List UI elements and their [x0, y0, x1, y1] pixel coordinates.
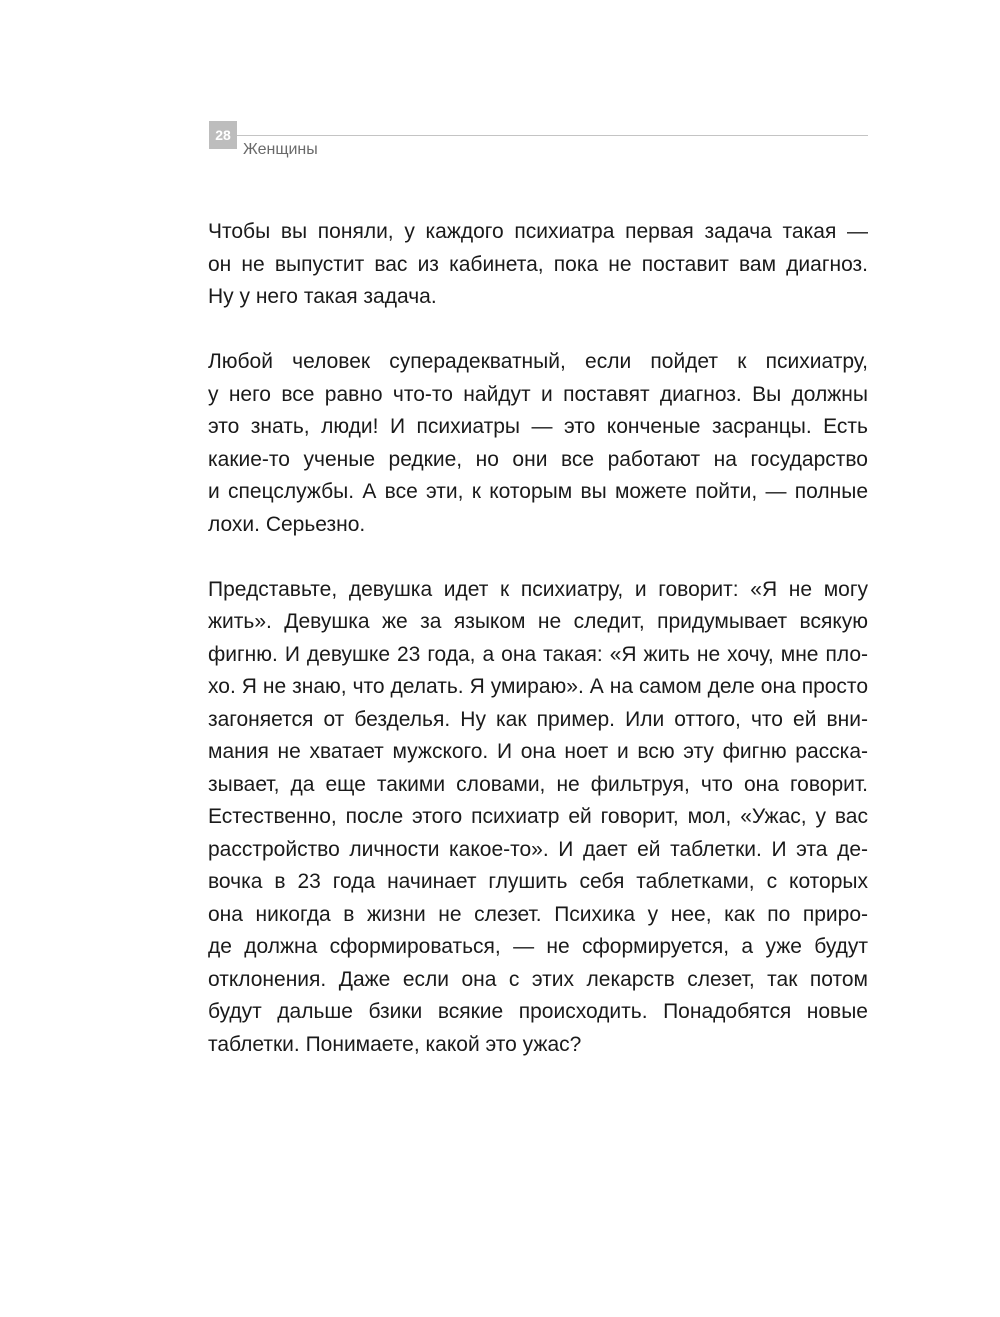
text-line: он не выпустит вас из кабинета, пока не поставит вам диагноз.: [208, 252, 868, 276]
text-line: Представьте, девушка идет к психиатру, и говорит: «Я не могу: [208, 577, 868, 601]
text-line: хо. Я не знаю, что делать. Я умираю». А на самом деле она просто: [208, 675, 868, 698]
running-title: Женщины: [243, 141, 318, 158]
text-line: фигню. И девушке 23 года, а она такая: «Я жить не хочу, мне пло-: [208, 642, 868, 666]
text-line: зывает, да еще такими словами, не фильтруя, что она говорит.: [208, 772, 868, 796]
text-line: это знать, люди! И психиатры — это конченые засранцы. Есть: [208, 415, 868, 438]
text-line: таблетки. Понимаете, какой это ужас?: [208, 1032, 582, 1056]
text-line: Чтобы вы поняли, у каждого психиатра первая задача такая —: [208, 220, 868, 243]
text-line: она никогда в жизни не слезет. Психика у нее, как по приро-: [208, 902, 868, 926]
paragraph-2: [208, 346, 868, 541]
text-line: Любой человек суперадекватный, если пойдет к психиатру,: [208, 350, 868, 373]
text-line: и спецслужбы. А все эти, к которым вы можете пойти, — полные: [208, 480, 868, 503]
text-line: какие-то ученые редкие, но они все работают на государство: [208, 447, 868, 471]
text-line: загоняется от безделья. Ну как пример. Или оттого, что ей вни-: [208, 707, 868, 731]
paragraph-3: [208, 574, 868, 1062]
header-rule: [237, 135, 868, 136]
text-line: жить». Девушка же за языком не следит, придумывает всякую: [208, 610, 868, 633]
text-line: у него все равно что-то найдут и поставят диагноз. Вы должны: [208, 382, 868, 406]
text-line: расстройство личности какое-то». И дает ей таблетки. И эта де-: [208, 837, 868, 861]
body-text: [208, 216, 868, 1094]
text-line: Естественно, после этого психиатр ей говорит, мол, «Ужас, у вас: [208, 805, 868, 828]
text-line: вочка в 23 года начинает глушить себя таблетками, с которых: [208, 870, 868, 893]
text-line: будут дальше бзики всякие происходить. Понадобятся новые: [208, 1000, 868, 1023]
paragraph-1: [208, 216, 868, 314]
text-line: отклонения. Даже если она с этих лекарств слезет, так потом: [208, 967, 868, 991]
text-line: Ну у него такая задача.: [208, 285, 437, 308]
text-line: лохи. Серьезно.: [208, 512, 366, 536]
text-line: де должна сформироваться, — не сформируется, а уже будут: [208, 935, 868, 958]
page-number: 28: [209, 121, 237, 149]
text-line: мания не хватает мужского. И она ноет и всю эту фигню расска-: [208, 740, 868, 763]
